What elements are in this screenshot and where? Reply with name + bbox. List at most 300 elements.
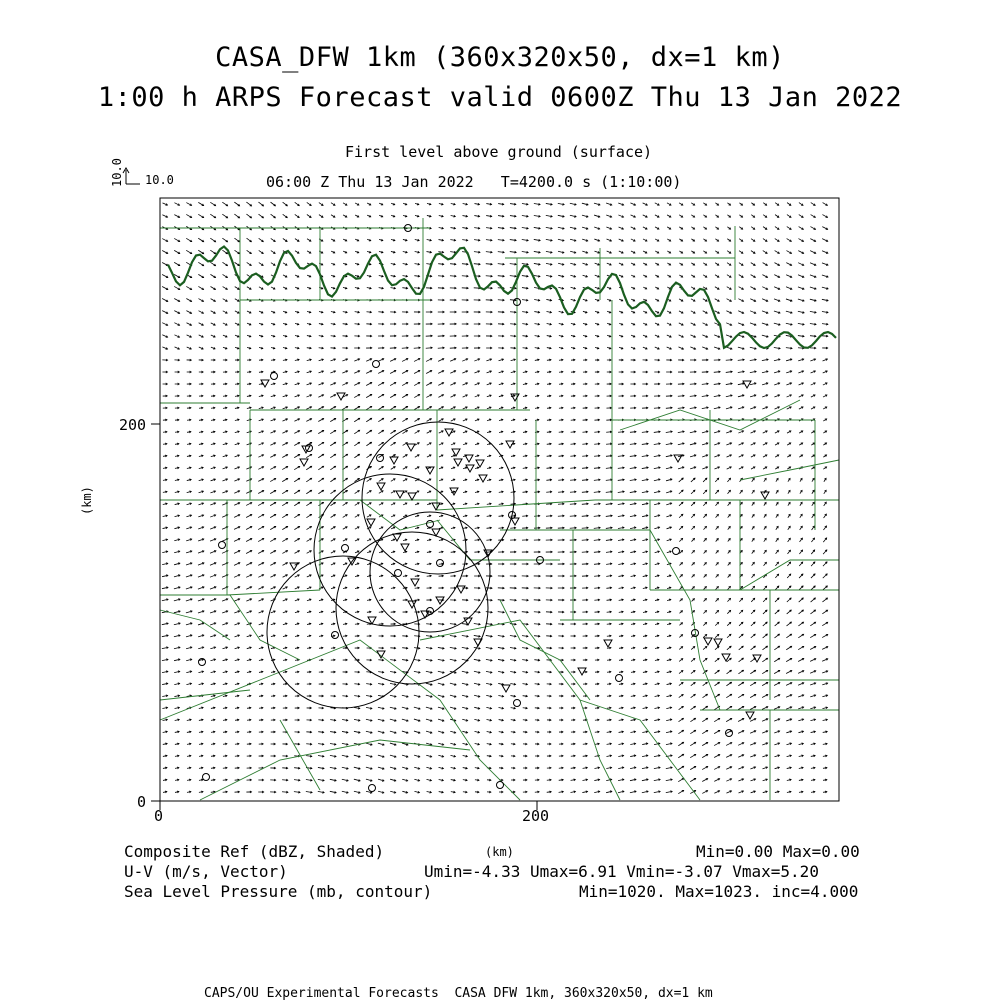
wind-vector — [655, 287, 658, 289]
wind-vector — [798, 263, 804, 266]
wind-vector — [667, 203, 671, 205]
wind-vector — [655, 635, 659, 637]
wind-vector — [798, 670, 804, 673]
wind-vector — [354, 791, 360, 793]
wind-vector — [259, 431, 264, 433]
wind-vector — [475, 779, 479, 781]
wind-vector — [667, 275, 670, 277]
wind-vector — [450, 575, 455, 577]
wind-vector — [535, 695, 540, 697]
wind-vector — [607, 683, 611, 685]
wind-vector — [523, 719, 527, 721]
wind-vector — [570, 479, 576, 481]
wind-vector — [295, 551, 300, 554]
wind-vector — [619, 299, 623, 301]
wind-vector — [367, 587, 371, 589]
wind-vector — [175, 503, 180, 505]
wind-vector — [367, 635, 372, 637]
wind-vector — [679, 659, 683, 662]
wind-vector — [559, 371, 563, 373]
wind-vector — [728, 538, 731, 541]
wind-vector — [715, 299, 720, 302]
wind-vector — [642, 755, 648, 757]
wind-vector — [366, 406, 372, 409]
wind-vector — [774, 646, 779, 650]
wind-vector — [414, 671, 420, 673]
wind-vector — [235, 335, 239, 337]
wind-vector — [738, 670, 743, 674]
wind-vector — [475, 407, 479, 409]
wind-vector — [690, 347, 695, 349]
wind-vector — [378, 394, 384, 397]
wind-vector — [487, 467, 491, 469]
wind-vector — [246, 214, 251, 218]
wind-vector — [307, 539, 312, 542]
wind-vector — [666, 503, 671, 505]
wind-vector — [174, 611, 180, 613]
wind-vector — [511, 719, 516, 721]
wind-vector — [426, 407, 431, 410]
axis-ticks — [151, 424, 537, 810]
wind-vector — [558, 587, 564, 589]
wind-vector — [571, 779, 576, 781]
wind-vector — [187, 383, 191, 385]
wind-vector — [390, 731, 396, 733]
wind-vector — [546, 539, 552, 541]
wind-vector — [618, 455, 624, 457]
wind-vector — [378, 358, 384, 361]
wind-vector — [283, 239, 287, 242]
wind-vector — [294, 514, 299, 517]
wind-vector — [199, 359, 204, 361]
wind-vector — [438, 335, 444, 337]
wind-vector — [415, 503, 419, 505]
wind-vector — [270, 538, 275, 541]
wind-vector — [559, 743, 563, 745]
wind-vector — [223, 347, 227, 349]
wind-vector — [318, 454, 323, 458]
wind-vector — [631, 287, 635, 289]
wind-vector — [631, 263, 635, 265]
wind-vector — [270, 767, 275, 769]
wind-vector — [294, 779, 300, 781]
wind-vector — [703, 311, 708, 314]
wind-vector — [474, 251, 480, 253]
wind-vector — [235, 455, 240, 457]
wind-vector — [774, 311, 780, 313]
wind-vector — [354, 394, 360, 397]
wind-vector — [678, 730, 683, 733]
wind-vector — [559, 779, 564, 781]
wind-vector — [295, 695, 299, 697]
wind-vector — [582, 527, 588, 529]
wind-vector — [582, 779, 587, 781]
wind-vector — [546, 227, 552, 229]
wind-vector — [186, 647, 192, 649]
wind-vector — [295, 635, 299, 637]
wind-vector — [666, 467, 672, 469]
wind-vector — [703, 646, 707, 649]
wind-vector — [295, 359, 299, 361]
wind-vector — [331, 287, 335, 289]
wind-vector — [271, 202, 276, 206]
wind-vector — [198, 575, 204, 578]
wind-vector — [654, 383, 660, 385]
wind-vector — [655, 227, 659, 229]
wind-vector — [414, 358, 420, 361]
wind-vector — [799, 443, 803, 445]
wind-vector — [379, 611, 383, 613]
wind-vector — [570, 791, 575, 793]
wind-vector — [511, 455, 515, 457]
wind-vector — [810, 707, 815, 709]
wind-vector — [330, 779, 336, 781]
wind-vector — [451, 203, 455, 205]
wind-vector — [450, 263, 456, 265]
wind-vector — [438, 695, 444, 697]
wind-vector — [330, 490, 335, 493]
wind-vector — [594, 419, 599, 421]
wind-vector — [450, 623, 456, 625]
wind-vector — [727, 467, 732, 469]
wind-vector — [355, 239, 359, 241]
wind-vector — [235, 287, 240, 290]
wind-vector — [463, 743, 468, 745]
wind-vector — [763, 239, 767, 242]
wind-vector — [306, 419, 311, 422]
wind-vector — [199, 683, 204, 685]
wind-vector — [703, 622, 706, 625]
wind-vector — [822, 227, 827, 230]
wind-vector — [583, 359, 587, 361]
wind-vector — [535, 371, 539, 373]
wind-vector — [740, 490, 743, 493]
wind-vector — [654, 719, 659, 721]
wind-vector — [283, 599, 287, 601]
wind-vector — [523, 371, 527, 373]
wind-vector — [391, 611, 396, 613]
wind-vector — [691, 706, 696, 709]
wind-vector — [776, 550, 779, 554]
wind-vector — [810, 263, 816, 266]
wind-vector — [559, 719, 563, 721]
wind-vector — [534, 311, 539, 313]
wind-vector — [331, 551, 335, 553]
wind-vector — [763, 215, 767, 218]
wind-vector — [619, 719, 624, 721]
wind-vector — [714, 766, 720, 769]
wind-vector — [787, 586, 791, 590]
wind-vector — [811, 203, 815, 206]
wind-vector — [571, 299, 576, 301]
wind-vector — [186, 527, 191, 529]
wind-vector — [823, 431, 826, 433]
wind-vector — [618, 515, 624, 517]
wind-vector — [282, 514, 287, 517]
wind-vector — [354, 767, 360, 769]
wind-vector — [631, 251, 635, 253]
wind-vector — [475, 767, 479, 769]
wind-vector — [354, 347, 360, 349]
wind-vector — [679, 215, 683, 217]
wind-vector — [210, 623, 216, 625]
wind-vector — [811, 383, 816, 385]
wind-vector — [307, 335, 311, 337]
wind-vector — [426, 370, 432, 373]
wind-vector — [162, 659, 168, 661]
wind-vector — [414, 707, 420, 709]
wind-vector — [570, 467, 576, 469]
wind-vector — [499, 503, 504, 505]
wind-vector — [439, 467, 443, 469]
wind-vector — [800, 478, 802, 481]
wind-vector — [667, 659, 671, 661]
wind-vector — [319, 695, 324, 697]
wind-vector — [739, 455, 744, 457]
wind-vector — [319, 575, 323, 577]
wind-vector — [630, 491, 636, 493]
wind-vector — [752, 502, 754, 505]
wind-vector — [223, 383, 227, 385]
wind-vector — [702, 730, 708, 733]
wind-vector — [426, 707, 432, 709]
wind-vector — [198, 635, 204, 637]
wind-vector — [462, 227, 467, 229]
wind-vector — [762, 287, 767, 290]
wind-vector — [546, 611, 552, 613]
wind-vector — [786, 731, 791, 733]
wind-vector — [559, 383, 563, 385]
wind-vector — [426, 635, 432, 637]
wind-vector — [258, 202, 263, 206]
wind-vector — [752, 562, 755, 565]
county-line — [440, 700, 520, 800]
wind-vector — [823, 791, 827, 793]
wind-vector — [427, 455, 431, 457]
wind-vector — [498, 227, 504, 229]
wind-vector — [630, 791, 636, 793]
wind-vector — [307, 275, 311, 277]
wind-vector — [234, 587, 240, 590]
wind-vector — [690, 730, 695, 733]
wind-vector — [187, 455, 191, 457]
wind-vector — [595, 311, 599, 313]
wind-vector — [307, 215, 311, 218]
wind-vector — [642, 527, 648, 529]
wind-vector — [823, 743, 827, 745]
wind-vector — [223, 395, 227, 397]
wind-vector — [571, 383, 575, 385]
wind-vector — [307, 287, 311, 289]
wind-vector — [822, 299, 828, 301]
wind-vector — [714, 778, 719, 781]
wind-vector — [595, 719, 599, 721]
wind-vector — [270, 514, 276, 517]
wind-vector — [715, 646, 719, 649]
wind-vector — [438, 323, 444, 325]
wind-vector — [271, 359, 275, 361]
wind-vector — [715, 634, 719, 637]
wind-vector — [630, 743, 635, 745]
wind-vector — [247, 238, 252, 242]
wind-vector — [798, 646, 804, 649]
wind-vector — [367, 515, 371, 517]
wind-vector — [162, 262, 168, 265]
wind-vector — [319, 659, 323, 661]
wind-vector — [570, 491, 576, 493]
wind-vector — [487, 383, 492, 385]
wind-vector — [582, 431, 587, 433]
wind-vector — [211, 431, 215, 433]
wind-vector — [390, 311, 396, 313]
wind-vector — [631, 275, 635, 277]
wind-vector — [582, 455, 588, 457]
wind-vector — [642, 731, 647, 733]
wind-vector — [774, 371, 780, 373]
wind-vector — [558, 515, 564, 517]
wind-vector — [379, 203, 383, 205]
wind-vector — [199, 467, 203, 469]
wind-vector — [558, 263, 564, 265]
wind-vector — [246, 611, 251, 613]
wind-vector — [246, 599, 251, 602]
wind-vector — [210, 202, 215, 205]
wind-vector — [800, 538, 803, 542]
wind-vector — [810, 359, 815, 361]
wind-vector — [403, 467, 407, 470]
wind-vector — [751, 467, 755, 469]
wind-vector — [199, 707, 203, 709]
wind-vector — [522, 539, 528, 541]
wind-vector — [811, 215, 816, 218]
wind-vector — [391, 215, 395, 217]
wind-vector — [810, 299, 816, 301]
wind-vector — [654, 431, 660, 433]
wind-vector — [716, 538, 719, 541]
wind-vector — [246, 479, 251, 482]
wind-vector — [546, 635, 552, 637]
wind-vector — [498, 671, 504, 673]
wind-vector — [570, 455, 575, 457]
wind-vector — [571, 755, 575, 757]
wind-vector — [235, 311, 239, 313]
wind-vector — [295, 311, 299, 313]
wind-vector — [571, 335, 575, 337]
wind-vector — [655, 551, 660, 553]
wind-vector — [270, 779, 276, 781]
wind-vector — [654, 479, 660, 481]
wind-vector — [378, 311, 383, 313]
wind-vector — [282, 502, 288, 505]
wind-vector — [534, 587, 540, 589]
wind-vector — [199, 755, 203, 757]
wind-vector — [223, 791, 228, 793]
wind-vector — [451, 467, 455, 469]
wind-vector — [379, 239, 383, 241]
station-triangle-icon — [746, 712, 754, 719]
wind-vector — [583, 323, 587, 325]
wind-vector — [187, 767, 191, 769]
wind-vector — [643, 659, 647, 661]
wind-vector — [752, 478, 755, 481]
wind-vector — [294, 466, 299, 469]
wind-vector — [619, 731, 624, 733]
wind-vector — [271, 251, 275, 254]
wind-vector — [187, 419, 191, 421]
wind-vector — [715, 251, 718, 253]
wind-vector — [426, 623, 432, 625]
wind-vector — [558, 563, 564, 565]
wind-vector — [559, 335, 563, 337]
wind-vector — [235, 395, 239, 397]
wind-vector — [811, 731, 816, 733]
wind-vector — [174, 623, 180, 625]
wind-vector — [751, 203, 754, 205]
wind-vector — [666, 479, 672, 481]
wind-vector — [774, 670, 780, 673]
wind-vector — [800, 514, 802, 518]
wind-vector — [378, 779, 384, 781]
station-circle-icon — [369, 785, 376, 792]
wind-vector — [630, 431, 636, 433]
wind-vector — [523, 479, 528, 481]
wind-vector — [594, 575, 600, 577]
wind-vector — [594, 767, 599, 769]
wind-vector — [571, 323, 575, 325]
wind-vector — [691, 227, 694, 229]
wind-vector — [559, 767, 563, 769]
wind-vector — [558, 611, 564, 613]
wind-vector — [534, 227, 540, 229]
wind-vector — [438, 275, 444, 277]
wind-vector — [535, 383, 539, 385]
wind-vector — [247, 659, 251, 661]
wind-vector — [822, 263, 828, 266]
wind-vector — [679, 526, 683, 529]
wind-vector — [271, 419, 276, 421]
wind-vector — [343, 623, 347, 625]
wind-vector — [211, 731, 215, 733]
wind-vector — [752, 550, 755, 553]
wind-vector — [619, 263, 623, 265]
wind-vector — [378, 382, 384, 385]
wind-vector — [811, 431, 815, 433]
wind-vector — [403, 503, 407, 505]
wind-vector — [702, 335, 707, 338]
wind-vector — [534, 239, 540, 241]
wind-vector — [750, 407, 756, 409]
wind-vector — [619, 611, 623, 613]
wind-vector — [235, 683, 239, 685]
wind-vector — [606, 767, 611, 769]
wind-vector — [498, 695, 503, 697]
wind-vector — [764, 526, 766, 529]
wind-vector — [594, 779, 599, 781]
wind-vector — [331, 263, 335, 265]
wind-vector — [811, 538, 814, 542]
wind-vector — [282, 550, 287, 553]
wind-vector — [282, 767, 288, 769]
wind-vector — [462, 215, 467, 217]
wind-vector — [259, 695, 263, 697]
y-tick-200: 200 — [119, 416, 146, 434]
wind-vector — [175, 755, 179, 757]
wind-vector — [186, 587, 192, 589]
wind-vector — [786, 743, 791, 745]
wind-vector — [474, 263, 480, 265]
wind-vector — [534, 251, 540, 253]
wind-vector — [355, 611, 359, 613]
